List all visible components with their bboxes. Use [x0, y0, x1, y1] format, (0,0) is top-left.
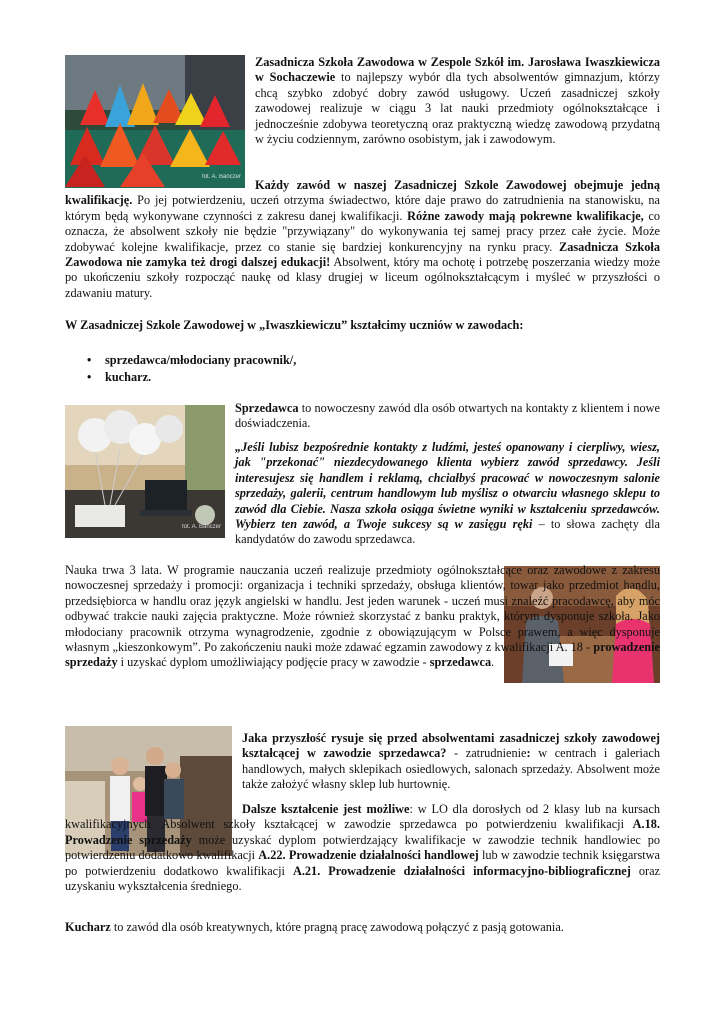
- list-item: • kucharz.: [87, 369, 487, 386]
- further-text-2: może uzyskać dyplom potwierdzający kwalifikacje w zawodzie technik handlowiec po potwierdzeniu dodatkowo kwalifikacji: [65, 832, 660, 863]
- school-name: Zasadnicza Szkoła Zawodowa w Zespole Szkół im. Jarosława Iwaszkiewicza w Sochaczewie: [255, 55, 660, 85]
- further-text-3: lub w zawodzie technik księgarstwa po potwierdzeniu dodatkowo kwalifikacji: [65, 848, 660, 878]
- further-text-1: : w LO dla dorosłych od 2 klasy lub na kursach kwalifikacyjnych. Absolwent szkoły kształcącej w zawodzie sprzedawca po potwierdzeniu kwalifikacji: [65, 802, 660, 832]
- further-bold-1: Dalsze kształcenie jest możliwe: [242, 802, 410, 816]
- future-paragraph: [242, 731, 660, 793]
- qualification-bold-3: Zasadnicza Szkoła Zawodowa nie zamyka też drogi dalszej edukacji!: [65, 239, 660, 270]
- cook-paragraph: [65, 920, 665, 935]
- seller-text: to nowoczesny zawód dla osób otwartych na kontakty z klientem i nowe doświadczenia.: [235, 401, 660, 431]
- future-question: Jaka przyszłość rysuje się przed absolwentami zasadniczej szkoły zawodowej kształcącej w zawodzie sprzedawca?: [242, 731, 660, 761]
- seller-quote-tail: – to słowa zachęty dla kandydatów do zawodu sprzedawca.: [235, 517, 660, 547]
- qualification-text-1: Po jej potwierdzeniu, uczeń otrzyma świadectwo, które daje prawo do zatrudnienia na stanowisku, na którym będą wykonywane czynności z zakresu danej kwalifikacji.: [65, 193, 660, 223]
- cook-text: to zawód dla osób kreatywnych, które pragną pracę zawodową połączyć z pasją gotowania.: [110, 920, 564, 934]
- photo-balloons: [65, 405, 225, 538]
- further-text-4: oraz uzyskaniu wykształcenia średniego.: [65, 863, 661, 894]
- seller-quote-text: „Jeśli lubisz bezpośrednie kontakty z ludźmi, jesteś opanowany i cierpliwy, wiesz, jak "przekonać" niezdecydowanego klienta wybierz zawód sprzedawcy. Jeśli interesujesz się handlem i reklamą, chciałbyś pracować w nowoczesnym salonie sprzedaży, galerii, centrum handlowym lub myślisz o otwarciu własnego sklepu to zawód dla Ciebie. Nasza szkoła osiąga świetne wyniki w kształceniu sprzedawców. Wybierz ten zawód, a Twoje sukcesy są w zasięgu ręki: [235, 440, 660, 532]
- program-text-2: i uzyskać dyplom umożliwiający podjęcie pracy w zawodzie -: [117, 655, 430, 670]
- professions-list: [87, 352, 487, 386]
- program-bold-1: prowadzenie sprzedaży: [65, 640, 660, 670]
- future-text-2: w centrach i galeriach handlowych, małych sklepikach osiedlowych, salonach sprzedaży. Absolwent może także założyć własny sklep lub hurtownię.: [242, 746, 660, 792]
- further-bold-3: A.22. Prowadzenie działalności handlowej: [258, 848, 479, 863]
- seller-title: Sprzedawca: [235, 401, 299, 415]
- professions-heading-text: W Zasadniczej Szkole Zawodowej w „Iwaszkiewiczu” kształcimy uczniów w zawodach:: [65, 318, 524, 332]
- qualification-bold-2: Różne zawody mają pokrewne kwalifikacje,: [407, 208, 644, 223]
- program-text-1: Nauka trwa 3 lata. W programie nauczania uczeń realizuje przedmioty ogólnokształcące oraz zawodowe z zakresu nowoczesnej sprzedaży i promocji: organizacja i techniki sprzedaży, obsługa klientów, towar jako przedmiot handlu, przedsiębiorca w handlu oraz język angielski w handlu. Jest jeden warunek - uczeń musi znaleźć pracodawcę, aby móc odbywać trakcie nauki zajęcia praktyczne. Może również skorzystać z banku praktyk, którym dysponuje szkoła. Jako młodociany pracownik otrzyma wynagrodzenie, zgodnie z obowiązującym w Polsce prawem, a więc dysponuje własnym „kieszonkowym”. Po zakończeniu nauki może zdawać egzamin zawodowy z kwalifikacji A. 18 -: [65, 563, 660, 655]
- professions-heading: [65, 318, 665, 333]
- photo-credit: fot. A. Banczer: [201, 173, 241, 180]
- origami-image: [65, 55, 245, 188]
- seller-quote: [235, 440, 660, 548]
- cook-title: Kucharz: [65, 920, 111, 934]
- qualification-bold-1: Każdy zawód w naszej Zasadniczej Szkole Zawodowej obejmuje jedną kwalifikację.: [65, 178, 660, 208]
- further-bold-2: A.18. Prowadzenie sprzedaży: [65, 817, 660, 847]
- intro-text: to najlepszy wybór dla tych absolwentów gimnazjum, którzy chcą szybko zdobyć dobry zawód usługowy. Uczeń zasadniczej szkoły zawodowej realizuje w ciągu 3 lat nauki przedmioty ogólnokształcące i jednocześnie zdobywa teoretyczną oraz praktyczną wiedzę zawodową przydatną w życiu codziennym, zarówno osobistym, jak i zawodowym.: [255, 70, 660, 147]
- further-bold-4: A.21. Prowadzenie działalności informacyjno-bibliograficznej: [292, 863, 631, 878]
- photo-origami: [65, 55, 245, 188]
- program-paragraph: [65, 563, 660, 671]
- qualification-text-3: Absolwent, który ma ochotę i potrzebę poszerzania wiedzy może po ukończeniu szkoły rozpocząć naukę od klasy drugiej w liceum ogólnokształcącym i myśleć w przyszłości o zdawaniu matury.: [65, 255, 660, 300]
- future-colon: :: [526, 746, 531, 761]
- future-text-1: - zatrudnienie: [446, 746, 527, 761]
- program-text-3: .: [491, 655, 495, 670]
- qualification-text-2: co oznacza, że absolwent szkoły nie będzie "przywiązany" do wykonywania tej samej pracy przez całe życie. Może zdobywać kolejne kwalifikacje, przez co stanie się bardziej konkurencyjny na rynku pracy.: [65, 208, 660, 254]
- balloons-image: [65, 405, 225, 538]
- qualification-paragraph: [65, 178, 660, 301]
- photo-credit: fot. A. Banczer: [181, 523, 221, 530]
- program-bold-2: sprzedawca: [429, 655, 492, 670]
- further-paragraph: [65, 802, 660, 894]
- list-item: • sprzedawca/młodociany pracownik/,: [87, 352, 487, 369]
- seller-intro: [235, 401, 660, 432]
- intro-paragraph: [255, 55, 660, 147]
